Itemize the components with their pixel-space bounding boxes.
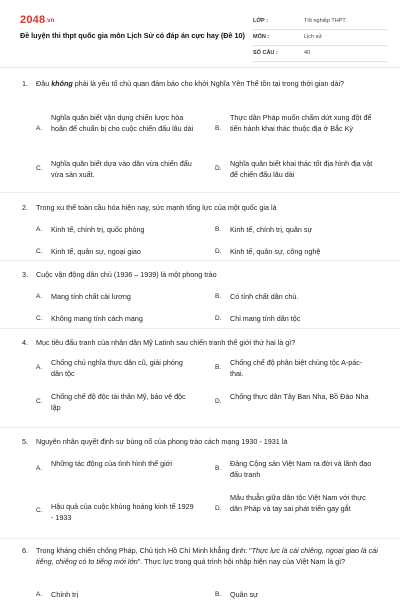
meta-row-subject bbox=[253, 30, 387, 46]
option-text: Mâu thuẫn giữa dân tộc Việt Nam với thực dân Pháp và tay sai phát triển gay gắt bbox=[230, 493, 366, 513]
option-d[interactable] bbox=[215, 246, 375, 257]
option-letter: C. bbox=[36, 165, 43, 172]
question-text bbox=[22, 337, 380, 348]
option-letter: A. bbox=[36, 591, 43, 598]
option-text: Chính trị bbox=[51, 590, 79, 599]
option-text: Nghĩa quân biết khai thác tốt địa hình địa vật để chiến đấu lâu dài bbox=[230, 159, 373, 179]
question-number: 6. bbox=[22, 546, 28, 555]
option-text: Chống thực dân Tây Ban Nha, Bồ Đào Nha bbox=[230, 392, 369, 401]
question-text bbox=[22, 545, 380, 567]
option-letter: A. bbox=[36, 364, 43, 371]
option-b[interactable] bbox=[215, 589, 375, 600]
question-text bbox=[22, 78, 380, 89]
question-3 bbox=[22, 269, 380, 323]
option-letter: D. bbox=[215, 505, 222, 512]
option-letter: C. bbox=[36, 248, 43, 255]
meta-value: Lịch sử bbox=[304, 34, 323, 40]
option-text: Nghĩa quân biết vận dụng chiến lược hòa hoãn để chuẩn bị cho cuộc chiến đấu lâu dài bbox=[51, 113, 194, 133]
question-text-part: Nguyên nhân quyết định sự bùng nổ của phong trào cách mạng 1930 - 1931 là bbox=[36, 437, 288, 446]
option-text: Chống chế độ phân biệt chủng tộc A-pác-thai. bbox=[230, 358, 363, 378]
option-letter: B. bbox=[215, 293, 222, 300]
option-letter: C. bbox=[36, 507, 43, 514]
meta-value: 40 bbox=[304, 50, 311, 56]
option-a[interactable] bbox=[36, 357, 196, 379]
option-letter: A. bbox=[36, 293, 43, 300]
question-separator bbox=[0, 427, 400, 428]
question-number: 4. bbox=[22, 338, 28, 347]
option-letter: B. bbox=[215, 465, 222, 472]
option-text: Những tác động của tình hình thế giới bbox=[51, 459, 173, 468]
question-separator bbox=[0, 260, 400, 261]
question-text-part: Cuộc vận động dân chủ (1936 – 1939) là một phong trào bbox=[36, 270, 217, 279]
meta-row-class bbox=[253, 14, 387, 30]
option-a[interactable] bbox=[36, 291, 196, 302]
option-letter: A. bbox=[36, 226, 43, 233]
meta-value: Tốt nghiệp THPT bbox=[304, 18, 346, 24]
question-text-part: Đâu bbox=[36, 79, 52, 88]
meta-row-count bbox=[253, 46, 387, 62]
question-text-part: phải là yếu tố chủ quan đảm bảo cho khởi Nghĩa Yên Thế tồn tại trong thời gian dài? bbox=[72, 79, 345, 88]
option-text: Kinh tế, chính trị, quốc phòng bbox=[51, 225, 145, 234]
option-b[interactable] bbox=[215, 224, 375, 235]
logo-text: 2048 bbox=[20, 14, 46, 26]
option-text: Quân sự bbox=[230, 590, 258, 599]
option-letter: D. bbox=[215, 315, 222, 322]
option-text: Kinh tế, quân sự, công nghệ bbox=[230, 247, 321, 256]
question-text-part: Trong kháng chiến chống Pháp, Chủ tịch Hồ Chí Minh khẳng định: " bbox=[36, 546, 252, 555]
option-c[interactable] bbox=[36, 391, 196, 413]
option-text: Có tính chất dân chủ. bbox=[230, 292, 299, 301]
option-b[interactable] bbox=[215, 112, 375, 134]
option-letter: D. bbox=[215, 165, 222, 172]
question-emphasis: không bbox=[51, 79, 73, 88]
question-6 bbox=[22, 545, 380, 599]
option-letter: D. bbox=[215, 398, 222, 405]
question-text bbox=[22, 202, 380, 213]
meta-key: MÔN : bbox=[253, 34, 270, 40]
option-d[interactable] bbox=[215, 391, 375, 405]
option-c[interactable] bbox=[36, 313, 196, 324]
question-number: 1. bbox=[22, 79, 28, 88]
question-text bbox=[22, 269, 380, 280]
option-a[interactable] bbox=[36, 224, 196, 235]
option-letter: D. bbox=[215, 248, 222, 255]
option-c[interactable] bbox=[36, 496, 196, 523]
question-2 bbox=[22, 202, 380, 256]
option-letter: B. bbox=[215, 591, 222, 598]
option-text: Đảng Cộng sản Việt Nam ra đời và lãnh đạo đấu tranh bbox=[230, 459, 372, 479]
question-text-part: Mục tiêu đấu tranh của nhân dân Mỹ Latinh sau chiến tranh thế giới thứ hai là gì? bbox=[36, 338, 296, 347]
option-text: Chống chế độ độc tài thân Mỹ, bảo vệ độc lập bbox=[51, 392, 186, 412]
option-text: Mang tính chất cải lương bbox=[51, 292, 131, 301]
option-text: Kinh tế, quân sự, ngoại giao bbox=[51, 247, 141, 256]
option-b[interactable] bbox=[215, 458, 375, 480]
option-d[interactable] bbox=[215, 313, 375, 324]
option-letter: C. bbox=[36, 398, 43, 405]
option-letter: A. bbox=[36, 465, 43, 472]
option-a[interactable] bbox=[36, 589, 196, 600]
option-text: Hậu quả của cuộc khủng hoảng kinh tế 1929 - 1933 bbox=[51, 502, 194, 522]
question-text bbox=[22, 436, 380, 447]
option-text: Nghĩa quân biết dựa vào dân vừa chiến đấu vừa sản xuất. bbox=[51, 159, 192, 179]
question-number: 5. bbox=[22, 437, 28, 446]
option-text: Chống chủ nghĩa thực dân cũ, giải phóng dân tộc bbox=[51, 358, 183, 378]
logo-suffix: .vn bbox=[45, 18, 55, 24]
option-letter: B. bbox=[215, 364, 222, 371]
option-a[interactable] bbox=[36, 458, 196, 472]
question-5 bbox=[22, 436, 380, 522]
question-number: 3. bbox=[22, 270, 28, 279]
option-letter: B. bbox=[215, 125, 222, 132]
question-text-part: ". Thực lực trong quá trình hội nhập hiện nay của Việt Nam là gì? bbox=[137, 557, 346, 566]
option-text: Chỉ mang tính dân tộc bbox=[230, 314, 301, 323]
question-separator bbox=[0, 538, 400, 539]
meta-key: LỚP : bbox=[253, 18, 268, 24]
question-separator bbox=[0, 328, 400, 329]
option-c[interactable] bbox=[36, 246, 196, 257]
question-separator bbox=[0, 192, 400, 193]
document-title: Đề luyện thi thpt quốc gia môn Lịch Sử có đáp án cực hay (Đề 10) bbox=[20, 31, 245, 40]
option-a[interactable] bbox=[36, 112, 196, 134]
question-text-part: Trong xu thế toàn cầu hóa hiện nay, sức mạnh tổng lực của một quốc gia là bbox=[36, 203, 277, 212]
option-b[interactable] bbox=[215, 357, 375, 379]
question-number: 2. bbox=[22, 203, 28, 212]
option-letter: A. bbox=[36, 125, 43, 132]
exam-info bbox=[253, 14, 387, 62]
option-text: Không mang tính cách mạng bbox=[51, 314, 143, 323]
header-divider bbox=[0, 67, 400, 68]
meta-key: SỐ CÂU : bbox=[253, 50, 278, 56]
question-1 bbox=[22, 78, 380, 179]
option-letter: B. bbox=[215, 226, 222, 233]
document-header bbox=[20, 12, 385, 70]
question-4 bbox=[22, 337, 380, 412]
option-text: Kinh tế, chính trị, quân sự bbox=[230, 225, 313, 234]
option-letter: C. bbox=[36, 315, 43, 322]
option-d[interactable] bbox=[215, 492, 375, 514]
question-quote: Thực lực là cái chiêng, ngoại giao là cái tiếng, chiêng có to tiếng mới lớn bbox=[36, 546, 378, 566]
option-text: Thực dân Pháp muốn chấm dứt xung đột để tiến hành khai thác thuộc địa ở Bắc Kỳ bbox=[230, 113, 372, 133]
option-b[interactable] bbox=[215, 291, 375, 302]
option-c[interactable] bbox=[36, 158, 196, 180]
site-logo[interactable] bbox=[20, 14, 55, 26]
option-d[interactable] bbox=[215, 158, 375, 180]
